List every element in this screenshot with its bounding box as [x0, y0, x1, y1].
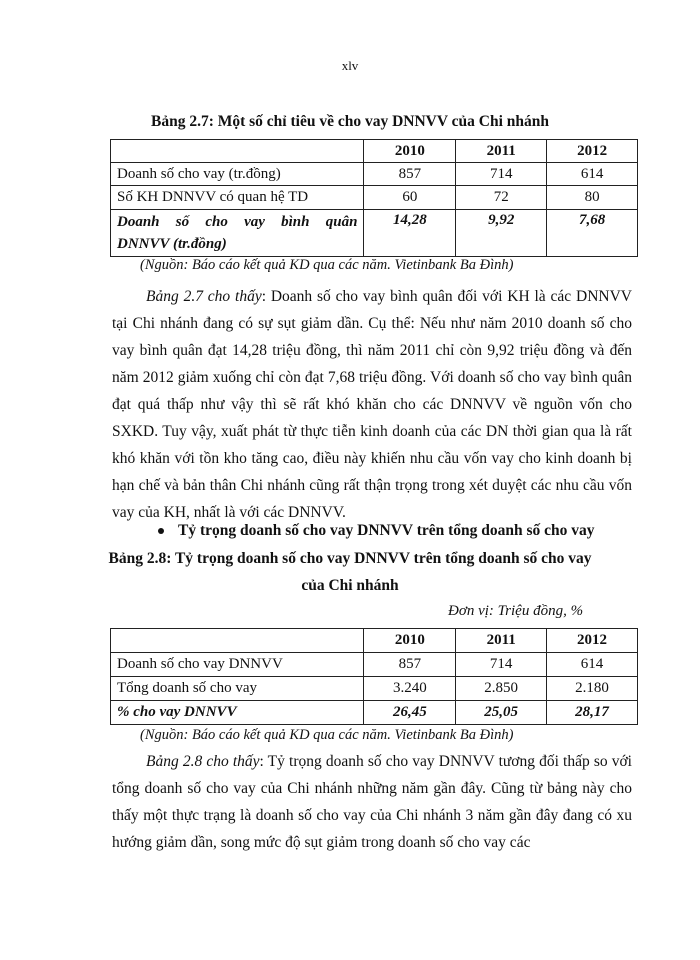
table-2-8-source: (Nguồn: Báo cáo kết quả KD qua các năm. Vietinbank Ba Đình) — [140, 727, 514, 743]
cell-value: 60 — [364, 186, 456, 210]
cell-value: 26,45 — [364, 701, 456, 725]
unit-note: Đơn vị: Triệu đồng, % — [448, 603, 584, 619]
table-2-8-caption: Bảng 2.8: Tỷ trọng doanh số cho vay DNNVV trên tổng doanh số cho vay — [108, 550, 592, 567]
paragraph-text: : Tỷ trọng doanh số cho vay DNNVV tương đối thấp so với tổng doanh số cho vay của Chi nhánh những năm gần đây. Cũng từ bảng này cho thấy một thực trạng là doanh số cho vay của Chi nhánh 3 năm gần đây đang có xu hướng giảm dần, song mức độ sụt giảm trong doanh số cho vay các — [112, 753, 632, 851]
table-header-row — [111, 140, 638, 163]
paragraph-lead: Bảng 2.8 cho thấy — [146, 753, 260, 770]
table-2-8-caption-line2: của Chi nhánh — [301, 577, 399, 594]
table-2-7-caption: Bảng 2.7: Một số chỉ tiêu về cho vay DNNVV của Chi nhánh — [150, 113, 549, 130]
table-2-8 — [110, 628, 638, 725]
paragraph-2 — [112, 748, 632, 856]
cell-value: 714 — [456, 653, 547, 677]
cell-value: 9,92 — [456, 210, 547, 257]
cell-value: 7,68 — [547, 210, 638, 257]
cell-value: 28,17 — [547, 701, 638, 725]
bullet-heading-text: Tỷ trọng doanh số cho vay DNNVV trên tổng doanh số cho vay — [178, 522, 595, 539]
row-label: Tổng doanh số cho vay — [111, 677, 364, 701]
page-number: xlv — [341, 58, 359, 73]
table-row — [111, 186, 638, 210]
row-label-line: DNNVV (tr.đồng) — [117, 236, 227, 252]
cell-value: 2.180 — [547, 677, 638, 701]
cell-value: 2.850 — [456, 677, 547, 701]
bullet-icon — [158, 528, 164, 534]
table-row — [111, 677, 638, 701]
table-2-7-source: (Nguồn: Báo cáo kết quả KD qua các năm. Vietinbank Ba Đình) — [140, 257, 514, 273]
header-cell: 2011 — [456, 140, 547, 163]
row-label: Số KH DNNVV có quan hệ TD — [111, 186, 364, 210]
header-cell: 2012 — [547, 629, 638, 653]
header-cell — [111, 629, 364, 653]
cell-value: 25,05 — [456, 701, 547, 725]
row-label: Doanh số cho vay (tr.đồng) — [111, 163, 364, 186]
table-row — [111, 163, 638, 186]
cell-value: 857 — [364, 163, 456, 186]
table-row — [111, 701, 638, 725]
cell-value: 3.240 — [364, 677, 456, 701]
header-cell: 2010 — [364, 629, 456, 653]
table-header-row — [111, 629, 638, 653]
paragraph-1 — [112, 283, 632, 526]
header-cell — [111, 140, 364, 163]
header-cell: 2012 — [547, 140, 638, 163]
cell-value: 614 — [547, 653, 638, 677]
cell-value: 857 — [364, 653, 456, 677]
paragraph-lead: Bảng 2.7 cho thấy — [146, 288, 262, 305]
cell-value: 80 — [547, 186, 638, 210]
cell-value: 72 — [456, 186, 547, 210]
table-row — [111, 210, 638, 257]
header-cell: 2011 — [456, 629, 547, 653]
bullet-heading — [158, 522, 595, 540]
row-label — [111, 210, 364, 257]
table-row — [111, 653, 638, 677]
table-2-7 — [110, 139, 638, 257]
paragraph-text: : Doanh số cho vay bình quân đối với KH là các DNNVV tại Chi nhánh đang có sự sụt giảm dần. Cụ thể: Nếu như năm 2010 doanh số cho vay bình quân đạt 14,28 triệu đồng, thì năm 2011 chỉ còn 9,92 triệu đồng và đến năm 2012 giảm xuống chỉ còn đạt 7,68 triệu đồng. Với doanh số cho vay bình quân đạt quá thấp như vậy thì sẽ rất khó khăn cho các DNNVV về nguồn vốn cho SXKD. Tuy vậy, xuất phát từ thực tiễn kinh doanh của các DN thời gian qua là rất khó khăn với tồn kho tăng cao, điều này khiến nhu cầu vốn vay cho kinh doanh bị hạn chế và bản thân Chi nhánh cũng rất thận trọng trong xét duyệt các nhu cầu vốn vay của KH, nhất là với các DNNVV. — [112, 288, 632, 521]
cell-value: 614 — [547, 163, 638, 186]
row-label-line: Doanh số cho vay bình quân — [117, 214, 358, 230]
row-label: Doanh số cho vay DNNVV — [111, 653, 364, 677]
cell-value: 714 — [456, 163, 547, 186]
row-label: % cho vay DNNVV — [111, 701, 364, 725]
cell-value: 14,28 — [364, 210, 456, 257]
header-cell: 2010 — [364, 140, 456, 163]
